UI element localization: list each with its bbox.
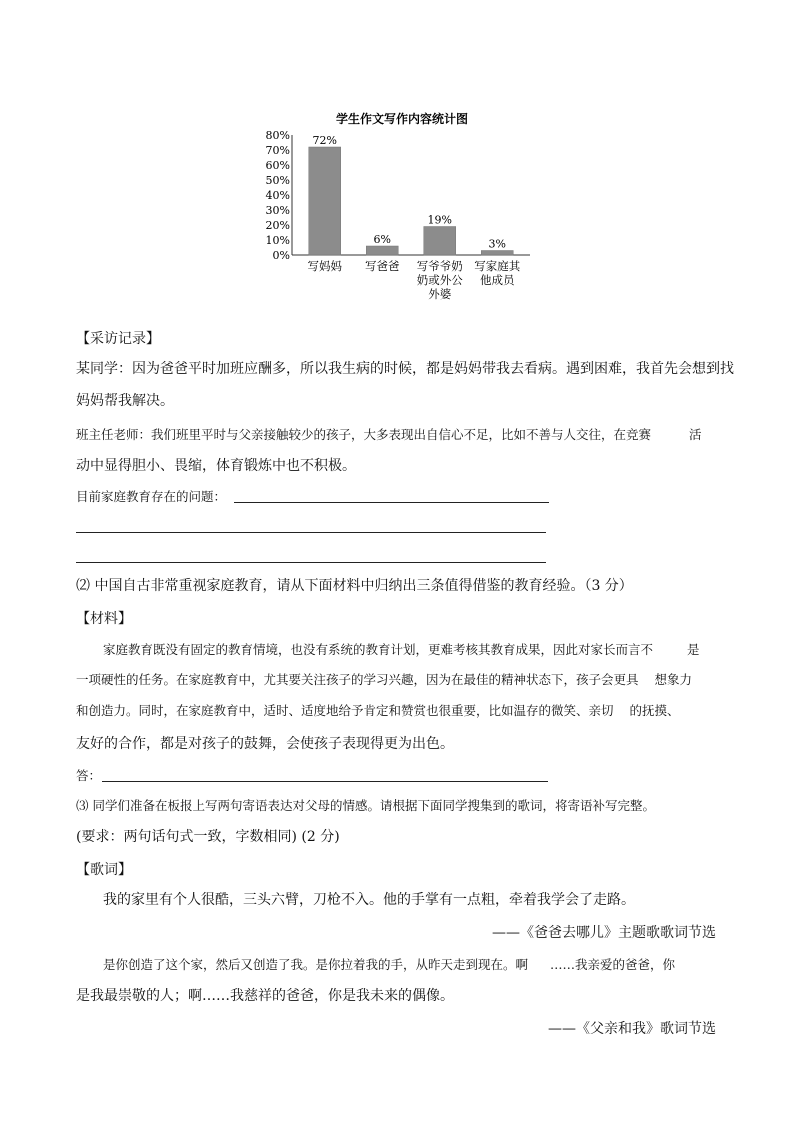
problem-answer-line-3[interactable] bbox=[76, 562, 546, 563]
lyric-2-line-1 bbox=[103, 955, 675, 975]
bar bbox=[481, 251, 513, 256]
chart-title: 学生作文写作内容统计图 bbox=[335, 112, 469, 126]
answer-line[interactable] bbox=[102, 781, 548, 782]
answer-label: 答： bbox=[76, 768, 102, 783]
y-tick-label: 40% bbox=[265, 189, 290, 202]
x-category-label: 外婆 bbox=[428, 287, 452, 301]
student-quote-line-1: 某同学：因为爸爸平时加班应酬多，所以我生病的时候，都是妈妈带我去看病。遇到困难，我首先会想到找 bbox=[76, 361, 734, 377]
material-line-1-tail: 是 bbox=[687, 642, 700, 657]
lyric-1-source: ——《爸爸去哪儿》主题歌歌词节选 bbox=[492, 925, 716, 941]
material-line-4: 友好的合作，都是对孩子的鼓舞，会使孩子表现得更为出色。 bbox=[76, 736, 454, 752]
x-category-label: 写爷爷奶 bbox=[416, 259, 463, 273]
bar bbox=[424, 227, 456, 256]
x-category-label: 奶或外公 bbox=[416, 273, 463, 287]
bar bbox=[309, 147, 341, 255]
bar-data-label: 19% bbox=[427, 213, 452, 227]
material-line-1 bbox=[103, 640, 700, 660]
y-tick-label: 70% bbox=[265, 144, 290, 157]
material-line-1-text: 家庭教育既没有固定的教育情境，也没有系统的教育计划，更难考核其教育成果，因此对家长而言不 bbox=[103, 642, 654, 657]
material-line-3 bbox=[76, 701, 680, 721]
teacher-quote-line-2: 动中显得胆小、畏缩，体育锻炼中也不积极。 bbox=[76, 458, 356, 474]
teacher-quote-tail: 活 bbox=[689, 427, 702, 442]
material-line-3-text: 和创造力。同时，在家庭教育中，适时、适度地给予肯定和赞赏也很重要，比如温存的微笑、亲切 bbox=[76, 703, 614, 718]
y-tick-label: 30% bbox=[265, 204, 290, 217]
material-line-2-text: 一项硬性的任务。在家庭教育中，尤其要关注孩子的学习兴趣，因为在最佳的精神状态下，孩子会更具 bbox=[76, 672, 639, 687]
material-heading: 【材料】 bbox=[76, 611, 132, 627]
question-3-requirement: (要求：两句话句式一致，字数相同) (2 分) bbox=[76, 829, 340, 845]
x-category-label: 写爸爸 bbox=[365, 259, 400, 273]
bar-data-label: 6% bbox=[373, 233, 391, 246]
question-2: ⑵ 中国自古非常重视家庭教育，请从下面材料中归纳出三条值得借鉴的教育经验。（3 分） bbox=[76, 578, 633, 594]
problem-answer-line-1[interactable] bbox=[234, 502, 549, 503]
lyric-2-text: 是你创造了这个家，然后又创造了我。是你拉着我的手，从昨天走到现在。啊 bbox=[103, 957, 529, 972]
lyric-1: 我的家里有个人很酷，三头六臂，刀枪不入。他的手掌有一点粗，牵着我学会了走路。 bbox=[103, 892, 635, 908]
lyric-2-line-2: 是我最崇敬的人；啊……我慈祥的爸爸，你是我未来的偶像。 bbox=[76, 988, 454, 1004]
teacher-quote-line-1 bbox=[76, 425, 702, 445]
lyrics-heading: 【歌词】 bbox=[76, 862, 132, 878]
y-tick-label: 60% bbox=[265, 159, 290, 172]
y-tick-label: 0% bbox=[272, 249, 290, 262]
student-quote-line-2: 妈妈帮我解决。 bbox=[76, 393, 174, 409]
y-tick-label: 10% bbox=[265, 234, 290, 247]
x-category-label: 写妈妈 bbox=[307, 259, 342, 273]
teacher-quote-text: 班主任老师：我们班里平时与父亲接触较少的孩子，大多表现出自信心不足，比如不善与人交往，在竞赛 bbox=[76, 427, 652, 442]
problem-answer-line-2[interactable] bbox=[76, 532, 546, 533]
y-tick-label: 80% bbox=[265, 129, 290, 142]
lyric-2-source: ——《父亲和我》歌词节选 bbox=[548, 1021, 716, 1037]
lyric-2-tail: ……我亲爱的爸爸，你 bbox=[550, 957, 676, 972]
x-category-label: 他成员 bbox=[480, 273, 515, 287]
bar-data-label: 3% bbox=[488, 237, 506, 251]
bar-chart-svg bbox=[262, 108, 542, 308]
interview-heading: 【采访记录】 bbox=[76, 331, 160, 347]
question-3: ⑶ 同学们准备在板报上写两句寄语表达对父母的情感。请根据下面同学搜集到的歌词，将寄语补写完整。 bbox=[76, 798, 655, 813]
material-line-2 bbox=[76, 670, 692, 690]
y-tick-label: 20% bbox=[265, 219, 290, 232]
material-line-3-tail: 的抚摸、 bbox=[629, 703, 680, 718]
problem-label: 目前家庭教育存在的问题： bbox=[76, 489, 227, 504]
bar-data-label: 72% bbox=[312, 134, 337, 147]
x-category-label: 写家庭其 bbox=[474, 259, 521, 273]
material-line-2-tail: 想象力 bbox=[654, 672, 693, 687]
bar bbox=[366, 246, 398, 255]
y-tick-label: 50% bbox=[265, 174, 290, 187]
bar-chart bbox=[262, 108, 542, 308]
